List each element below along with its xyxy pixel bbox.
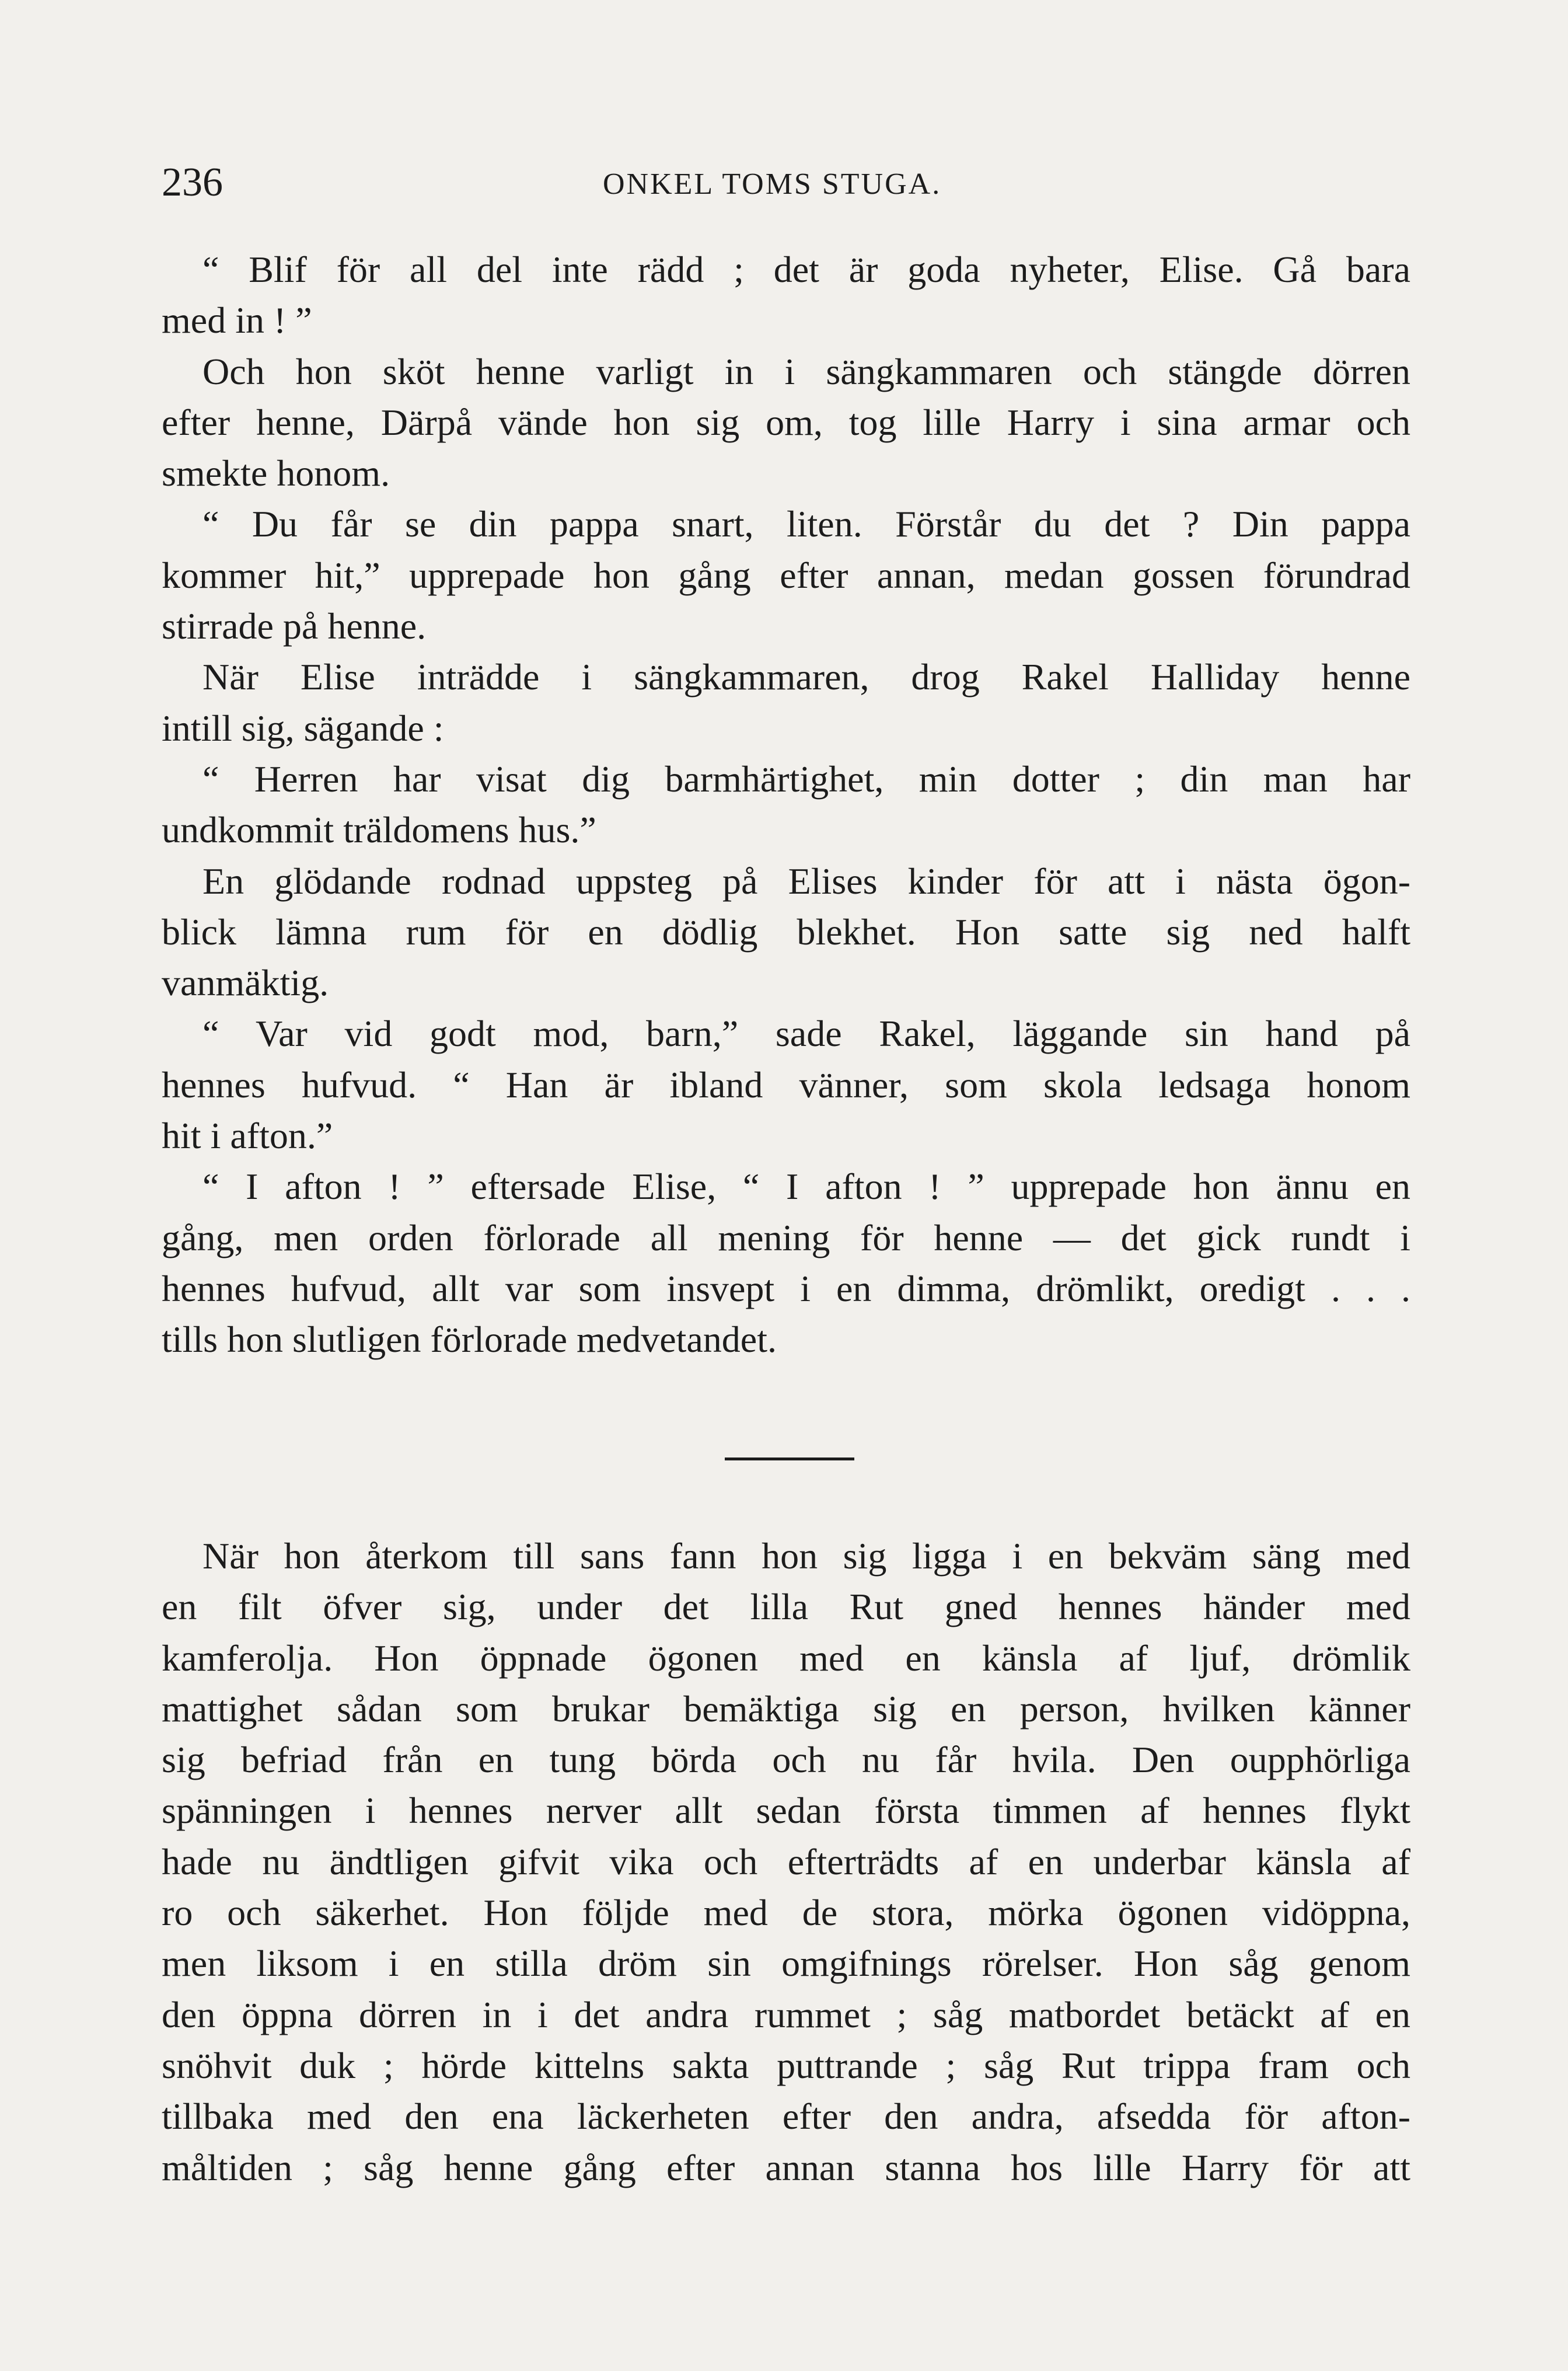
text-line: En glödande rodnad uppsteg på Elises kinder för att i nästa ögon- xyxy=(202,860,1410,902)
text-line: mattighet sådan som brukar bemäktiga sig en person, hvilken känner xyxy=(162,1687,1410,1730)
text-line: “ Blif för all del inte rädd ; det är goda nyheter, Elise. Gå bara xyxy=(202,249,1410,290)
text-line: måltiden ; såg henne gång efter annan stanna hos lille Harry för att xyxy=(162,2146,1410,2188)
text-line: smekte honom. xyxy=(162,452,390,494)
text-line: blick lämna rum för en dödlig blekhet. Hon satte sig ned halft xyxy=(162,911,1410,953)
running-title: ONKEL TOMS STUGA. xyxy=(603,168,942,201)
text-line: med in ! ” xyxy=(162,299,312,341)
text-line: När Elise inträdde i sängkammaren, drog Rakel Halliday henne xyxy=(202,656,1410,698)
text-line: “ Var vid godt mod, barn,” sade Rakel, läggande sin hand på xyxy=(202,1013,1410,1055)
text-line: men liksom i en stilla dröm sin omgifnings rörelser. Hon såg genom xyxy=(162,1943,1410,1985)
section-divider xyxy=(725,1458,854,1460)
text-line: tills hon slutligen förlorade medvetandet. xyxy=(162,1319,777,1361)
text-line: vanmäktig. xyxy=(162,962,329,1004)
section-one-text xyxy=(162,244,1410,1365)
page-number: 236 xyxy=(162,160,223,205)
text-line: hit i afton.” xyxy=(162,1115,333,1157)
text-line: spänningen i hennes nerver allt sedan första timmen af hennes flykt xyxy=(162,1790,1410,1832)
text-line: kommer hit,” upprepade hon gång efter annan, medan gossen förundrad xyxy=(162,554,1410,596)
text-line: “ Du får se din pappa snart, liten. Förstår du det ? Din pappa xyxy=(202,503,1410,545)
text-line: snöhvit duk ; hörde kittelns sakta puttrande ; såg Rut trippa fram och xyxy=(162,2044,1410,2086)
text-line: “ I afton ! ” eftersade Elise, “ I afton ! ” upprepade hon ännu en xyxy=(202,1166,1410,1208)
text-line: ro och säkerhet. Hon följde med de stora, mörka ögonen vidöppna, xyxy=(162,1892,1410,1934)
page-header xyxy=(162,156,1410,209)
text-line: gång, men orden förlorade all mening för henne — det gick rundt i xyxy=(162,1216,1410,1258)
text-line: stirrade på henne. xyxy=(162,605,427,647)
text-line: sig befriad från en tung börda och nu får hvila. Den oupphörliga xyxy=(162,1739,1410,1781)
text-line: hennes hufvud, allt var som insvept i en dimma, drömlikt, oredigt . . . xyxy=(162,1267,1410,1309)
text-line: undkommit träldomens hus.” xyxy=(162,809,596,851)
text-line: kamferolja. Hon öppnade ögonen med en känsla af ljuf, drömlik xyxy=(162,1637,1410,1679)
text-line: efter henne, Därpå vände hon sig om, tog lille Harry i sina armar och xyxy=(162,401,1410,443)
text-line: “ Herren har visat dig barmhärtighet, min dotter ; din man har xyxy=(202,758,1410,800)
text-line: den öppna dörren in i det andra rummet ; såg matbordet betäckt af en xyxy=(162,1993,1410,2035)
text-line: en filt öfver sig, under det lilla Rut gned hennes händer med xyxy=(162,1586,1410,1628)
text-line: intill sig, sägande : xyxy=(162,707,444,749)
text-line: hade nu ändtligen gifvit vika och efterträdts af en underbar känsla af xyxy=(162,1840,1410,1882)
text-line: hennes hufvud. “ Han är ibland vänner, som skola ledsaga honom xyxy=(162,1064,1410,1106)
text-line: tillbaka med den ena läckerheten efter den andra, afsedda för afton- xyxy=(162,2095,1410,2138)
text-line: När hon återkom till sans fann hon sig ligga i en bekväm säng med xyxy=(202,1535,1410,1577)
text-line: Och hon sköt henne varligt in i sängkammaren och stängde dörren xyxy=(202,350,1410,392)
section-two-text xyxy=(162,1530,1410,2193)
